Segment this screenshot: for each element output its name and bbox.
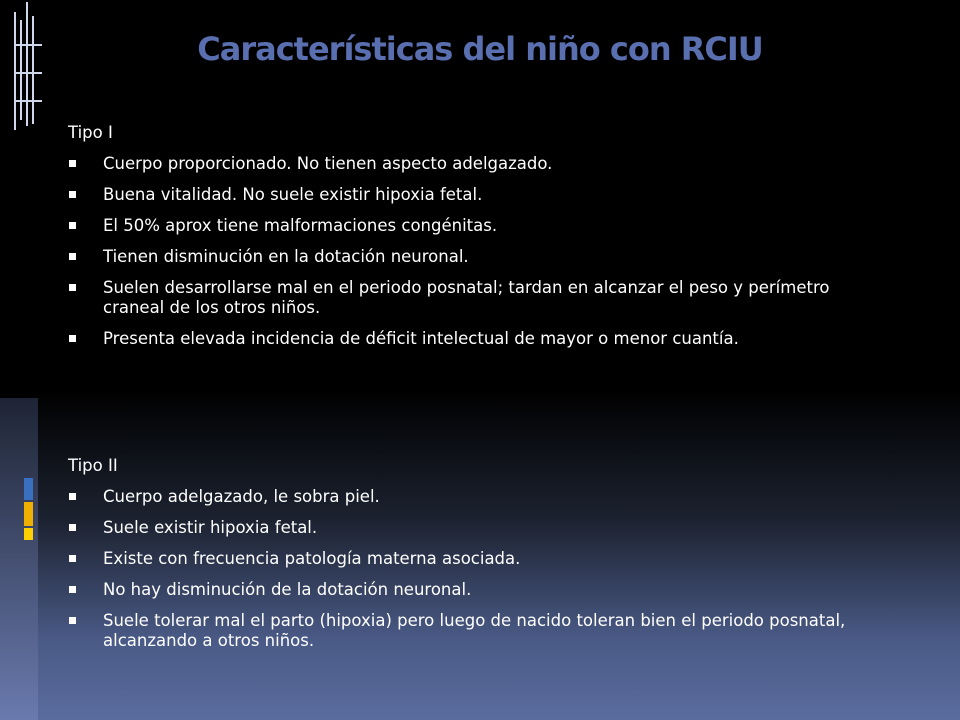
list-item	[68, 154, 863, 174]
list-item-text: Cuerpo adelgazado, le sobra piel.	[103, 487, 380, 506]
accent-bar-orange	[24, 502, 33, 526]
bullet-square-icon	[69, 586, 76, 593]
list-item-text: Suele existir hipoxia fetal.	[103, 518, 318, 537]
bullet-square-icon	[69, 524, 76, 531]
list-item-text: No hay disminución de la dotación neuronal.	[103, 580, 472, 599]
list-item-text: Tienen disminución en la dotación neuronal.	[103, 247, 469, 266]
bullet-square-icon	[69, 253, 76, 260]
list-item	[68, 487, 863, 507]
list-item	[68, 216, 863, 236]
list-item	[68, 329, 863, 349]
list-item	[68, 185, 863, 205]
list-item	[68, 611, 863, 651]
list-item-text: Existe con frecuencia patología materna asociada.	[103, 549, 521, 568]
bullet-list-tipo-1	[68, 154, 863, 349]
list-item-text: Buena vitalidad. No suele existir hipoxia fetal.	[103, 185, 483, 204]
list-item	[68, 518, 863, 538]
list-item-text: Presenta elevada incidencia de déficit intelectual de mayor o menor cuantía.	[103, 329, 739, 348]
left-rail-gradient	[0, 398, 38, 720]
section-heading-tipo-2: Tipo II	[68, 456, 118, 475]
bullet-square-icon	[69, 617, 76, 624]
bullet-square-icon	[69, 335, 76, 342]
accent-bar-blue	[24, 478, 33, 500]
section-heading-tipo-1: Tipo I	[68, 123, 113, 142]
bullet-square-icon	[69, 493, 76, 500]
corner-decoration	[14, 0, 44, 140]
bullet-list-tipo-2	[68, 487, 863, 651]
accent-bar-yellow	[24, 528, 33, 540]
list-item-text: El 50% aprox tiene malformaciones congénitas.	[103, 216, 498, 235]
list-item	[68, 278, 863, 318]
bullet-square-icon	[69, 191, 76, 198]
bullet-square-icon	[69, 222, 76, 229]
list-item-text: Cuerpo proporcionado. No tienen aspecto adelgazado.	[103, 154, 553, 173]
bullet-square-icon	[69, 555, 76, 562]
list-item-text: Suelen desarrollarse mal en el periodo posnatal; tardan en alcanzar el peso y perímetro craneal de los otros niños.	[103, 278, 830, 317]
list-item	[68, 247, 863, 267]
slide-title: Características del niño con RCIU	[197, 30, 763, 68]
bullet-square-icon	[69, 284, 76, 291]
list-item-text: Suele tolerar mal el parto (hipoxia) pero luego de nacido toleran bien el periodo posnatal, alcanzando a otros niños.	[103, 611, 846, 650]
bullet-square-icon	[69, 160, 76, 167]
list-item	[68, 549, 863, 569]
list-item	[68, 580, 863, 600]
